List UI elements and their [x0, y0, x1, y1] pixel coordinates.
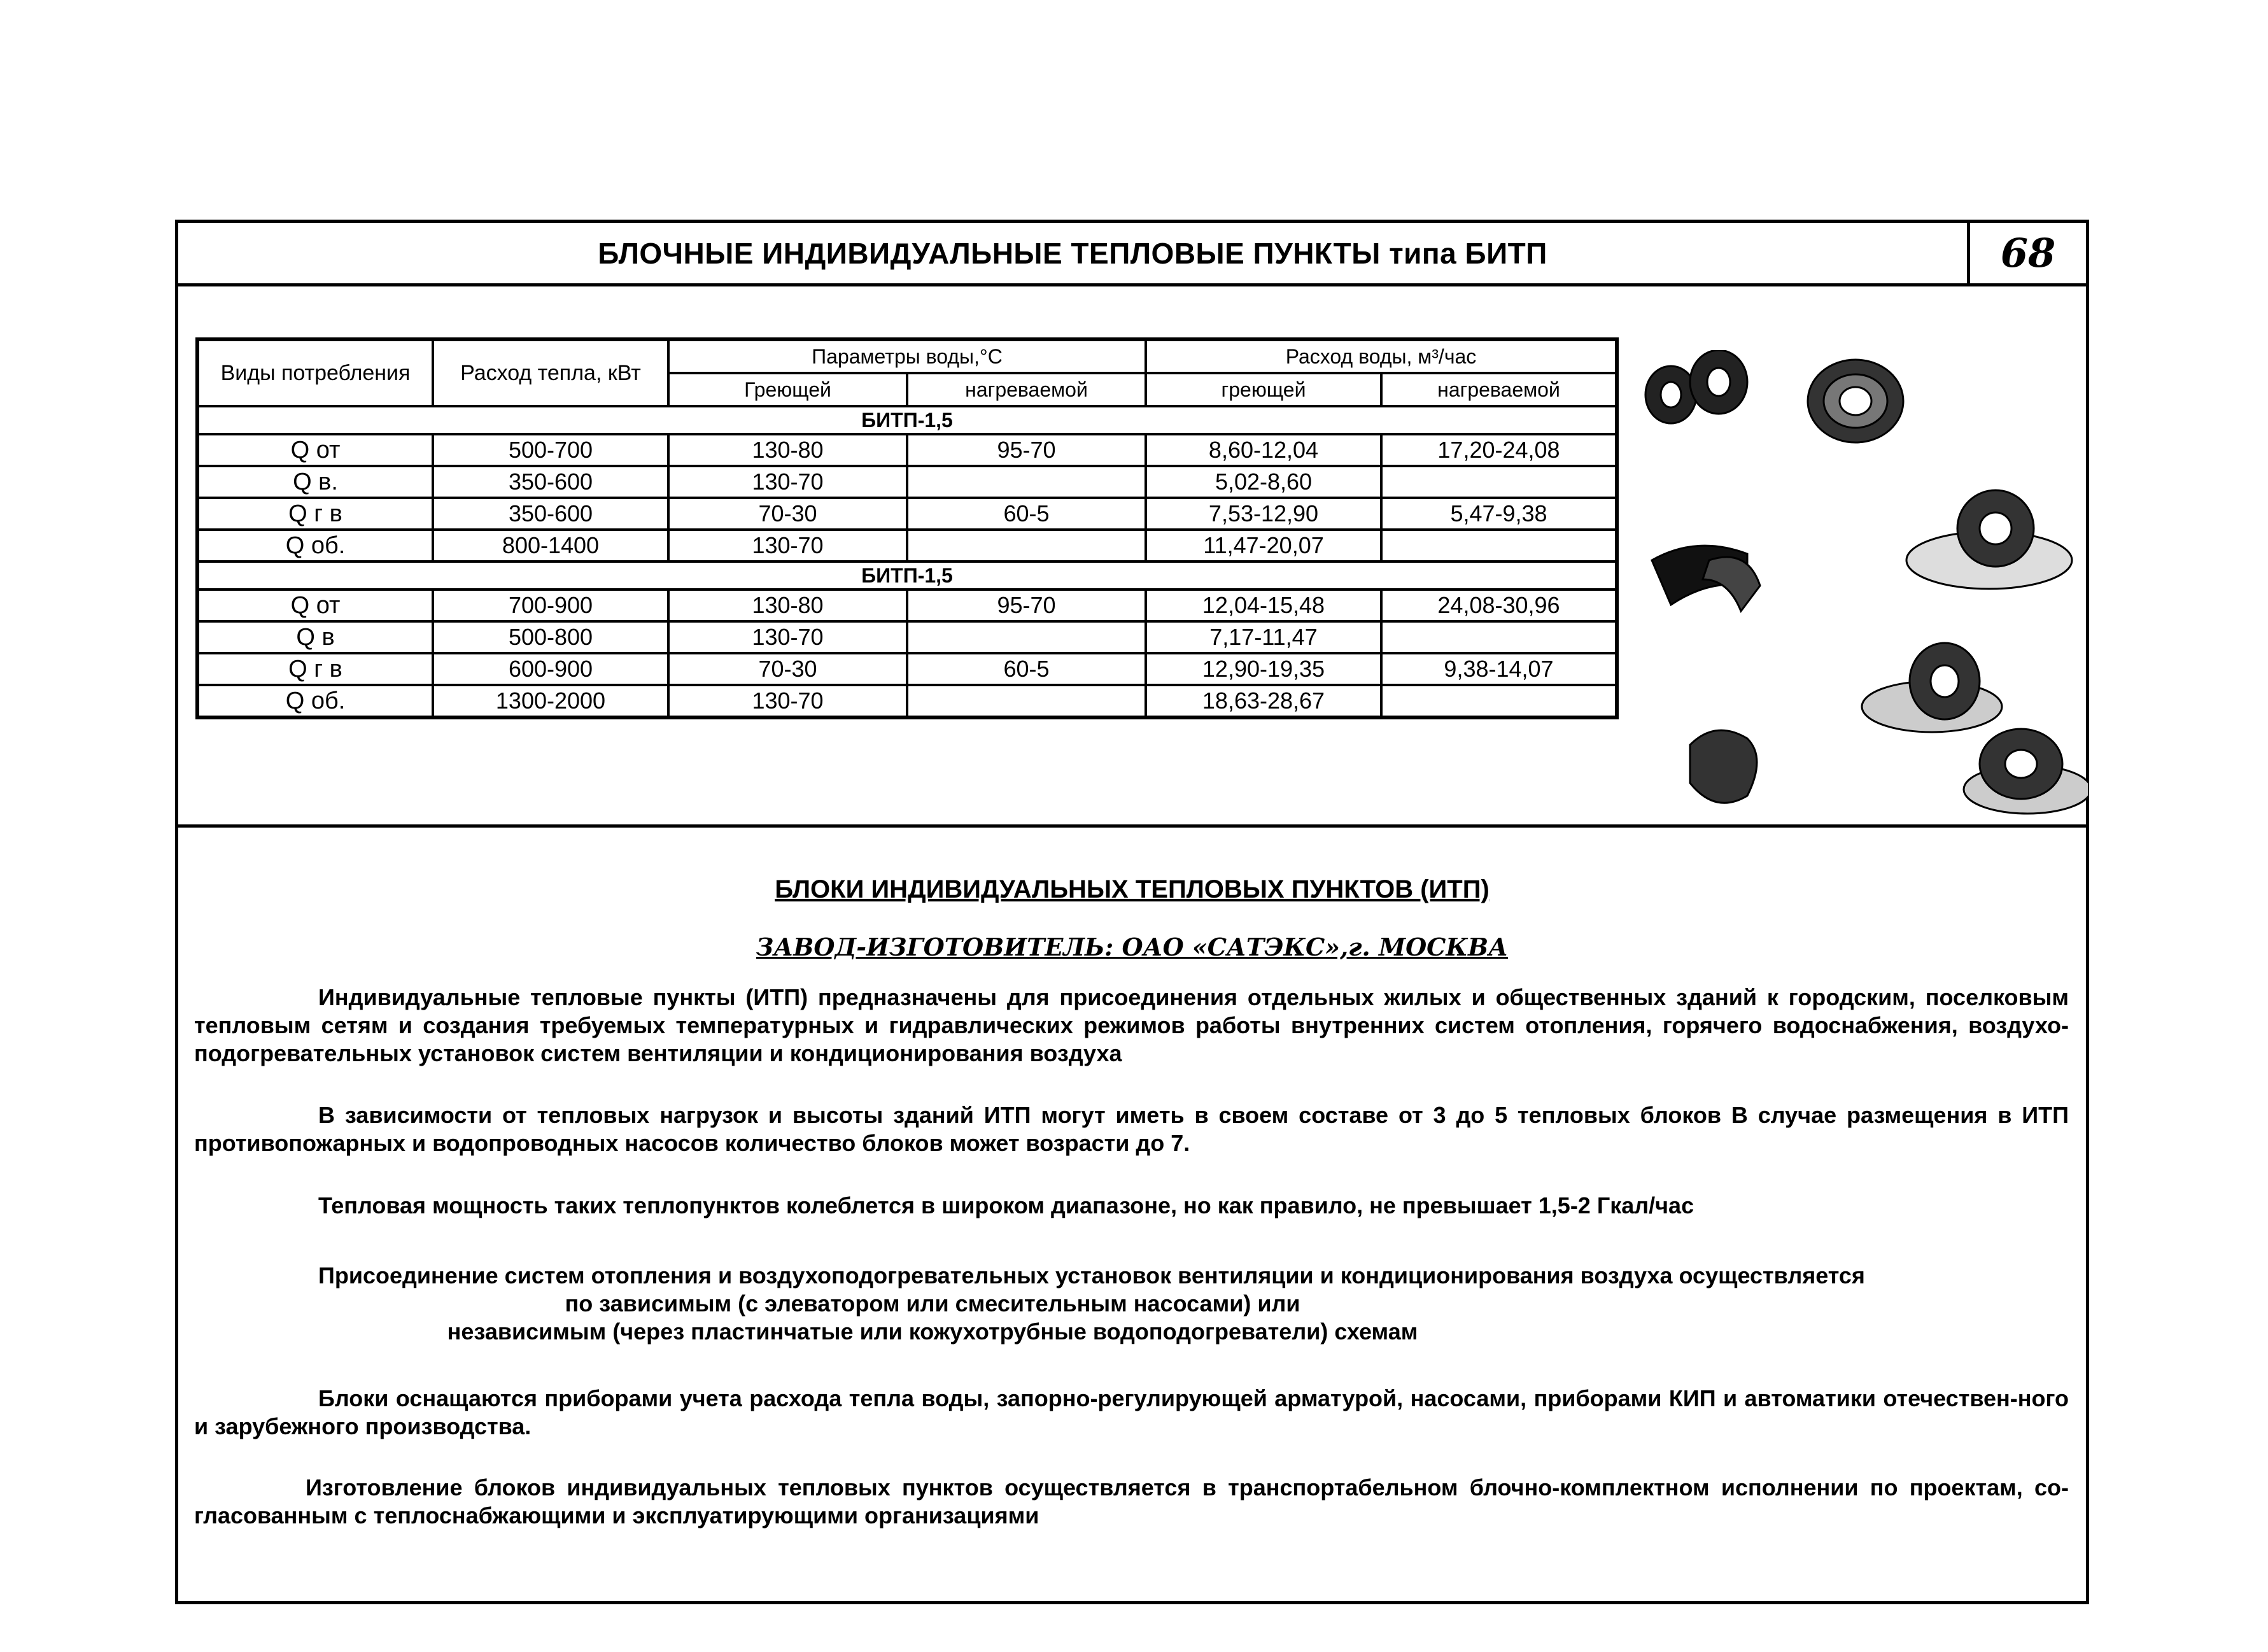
cell-p-heat: 130-80 [668, 434, 907, 466]
table-row [197, 589, 1617, 621]
section-title: БИТП-1,5 [197, 561, 1617, 589]
flanges-icon [1645, 350, 1903, 442]
pipe-fittings-image [1633, 350, 2088, 821]
paragraph-6: Изготовление блоков индивидуальных тепловых пунктов осуществляется в транспортабельном блочно-комплектном исполнении по проектам, со-гласованным с теплоснабжающими и эксплуатирующими организациями [194, 1474, 2069, 1528]
cell-f-heat: 7,53-12,90 [1146, 498, 1381, 530]
cell-f-heated: 9,38-14,07 [1381, 653, 1617, 685]
cell-f-heated [1381, 621, 1617, 653]
cell-heat: 700-900 [433, 589, 668, 621]
paragraph-5: Блоки оснащаются приборами учета расхода тепла воды, запорно-регулирующей арматурой, насосами, приборами КИП и автоматики отечествен-ного и зарубежного производства. [194, 1385, 2069, 1439]
section-row [197, 561, 1617, 589]
sub-heating: Греющей [668, 373, 907, 406]
cell-f-heat: 7,17-11,47 [1146, 621, 1381, 653]
cell-p-heat: 130-70 [668, 466, 907, 498]
spec-table-wrapper [195, 337, 1619, 719]
paragraph-3: Тепловая мощность таких теплопунктов колеблется в широком диапазоне, но как правило, не превышает 1,5-2 Гкал/час [318, 1192, 1694, 1218]
table-row [197, 498, 1617, 530]
description-section [178, 828, 2086, 1601]
cell-f-heat: 5,02-8,60 [1146, 466, 1381, 498]
paragraph-1: Индивидуальные тепловые пункты (ИТП) предназначены для присоединения отдельных жилых и общественных зданий к городским, поселковым тепловым сетям и создания требуемых температурных и гидравлических режимов работы внутренних систем отопления, горячего водоснабжения, воздухо-подогревательных установок систем вентиляции и кондиционирования воздуха [194, 984, 2069, 1066]
cell-type: Q об. [197, 530, 433, 561]
cell-p-heated: 95-70 [907, 589, 1146, 621]
cell-f-heated: 17,20-24,08 [1381, 434, 1617, 466]
cell-p-heated: 60-5 [907, 498, 1146, 530]
table-row [197, 621, 1617, 653]
paragraph-4-line-3: независимым (через пластинчатые или кожухотрубные водоподогреватели) схемам [447, 1318, 1418, 1345]
cell-type: Q от [197, 589, 433, 621]
spec-table [195, 337, 1619, 719]
cell-heat: 500-800 [433, 621, 668, 653]
table-row [197, 466, 1617, 498]
paragraph-4-line-2: по зависимым (с элеватором или смесительным насосами) или [565, 1290, 1300, 1317]
cell-p-heat: 130-70 [668, 621, 907, 653]
cell-heat: 600-900 [433, 653, 668, 685]
section-title: БЛОКИ ИНДИВИДУАЛЬНЫХ ТЕПЛОВЫХ ПУНКТОВ (ИТП) [775, 875, 1490, 903]
cell-f-heat: 12,90-19,35 [1146, 653, 1381, 685]
table-row [197, 530, 1617, 561]
cell-p-heat: 70-30 [668, 653, 907, 685]
cell-f-heat: 8,60-12,04 [1146, 434, 1381, 466]
cell-type: Q об. [197, 685, 433, 717]
section-row [197, 406, 1617, 434]
cell-heat: 350-600 [433, 498, 668, 530]
cell-type: Q в [197, 621, 433, 653]
cell-f-heat: 18,63-28,67 [1146, 685, 1381, 717]
cell-heat: 500-700 [433, 434, 668, 466]
paragraph-4-line-1: Присоединение систем отопления и воздухоподогревательных установок вентиляции и кондиционирования воздуха осуществляется [318, 1262, 1865, 1288]
cell-heat: 800-1400 [433, 530, 668, 561]
cell-f-heated: 5,47-9,38 [1381, 498, 1617, 530]
cell-p-heated [907, 466, 1146, 498]
cell-heat: 350-600 [433, 466, 668, 498]
col-consumption: Виды потребления [197, 339, 433, 406]
cell-p-heat: 70-30 [668, 498, 907, 530]
paragraph-4 [194, 1262, 2069, 1346]
cell-type: Q г в [197, 653, 433, 685]
cell-p-heated [907, 621, 1146, 653]
table-row [197, 653, 1617, 685]
spec-section [178, 283, 2086, 828]
section-title: БИТП-1,5 [197, 406, 1617, 434]
page-title: БЛОЧНЫЕ ИНДИВИДУАЛЬНЫЕ ТЕПЛОВЫЕ ПУНКТЫ типа БИТП [598, 236, 1547, 270]
table-row [197, 434, 1617, 466]
cell-type: Q от [197, 434, 433, 466]
cell-p-heat: 130-70 [668, 685, 907, 717]
cell-f-heated: 24,08-30,96 [1381, 589, 1617, 621]
paragraph-2: В зависимости от тепловых нагрузок и высоты зданий ИТП могут иметь в своем составе от 3 до 5 тепловых блоков В случае размещения в ИТП противопожарных и водопроводных насосов количество блоков может возрасти до 7. [194, 1102, 2069, 1156]
cell-f-heated [1381, 466, 1617, 498]
header [178, 223, 2086, 286]
cell-heat: 1300-2000 [433, 685, 668, 717]
cell-p-heated [907, 530, 1146, 561]
cell-f-heat: 12,04-15,48 [1146, 589, 1381, 621]
col-flow: Расход воды, м³/час [1146, 339, 1617, 373]
sub-heated-flow: нагреваемой [1381, 373, 1617, 406]
table-row [197, 685, 1617, 717]
cell-p-heat: 130-70 [668, 530, 907, 561]
cell-type: Q в. [197, 466, 433, 498]
flange-set-icon [1862, 490, 2088, 814]
cell-type: Q г в [197, 498, 433, 530]
col-params: Параметры воды,°С [668, 339, 1146, 373]
page-frame [175, 220, 2089, 1604]
sub-heated: нагреваемой [907, 373, 1146, 406]
manufacturer-line: ЗАВОД-ИЗГОТОВИТЕЛЬ: ОАО «САТЭКС»,г. МОСКВА [756, 933, 1509, 961]
page-number: 68 [1967, 223, 2086, 283]
sub-heating-flow: греющей [1146, 373, 1381, 406]
cell-f-heated [1381, 530, 1617, 561]
cell-p-heated: 95-70 [907, 434, 1146, 466]
cell-f-heat: 11,47-20,07 [1146, 530, 1381, 561]
elbows-icon [1652, 546, 1760, 803]
col-heat: Расход тепла, кВт [433, 339, 668, 406]
cell-f-heated [1381, 685, 1617, 717]
cell-p-heated: 60-5 [907, 653, 1146, 685]
cell-p-heated [907, 685, 1146, 717]
cell-p-heat: 130-80 [668, 589, 907, 621]
